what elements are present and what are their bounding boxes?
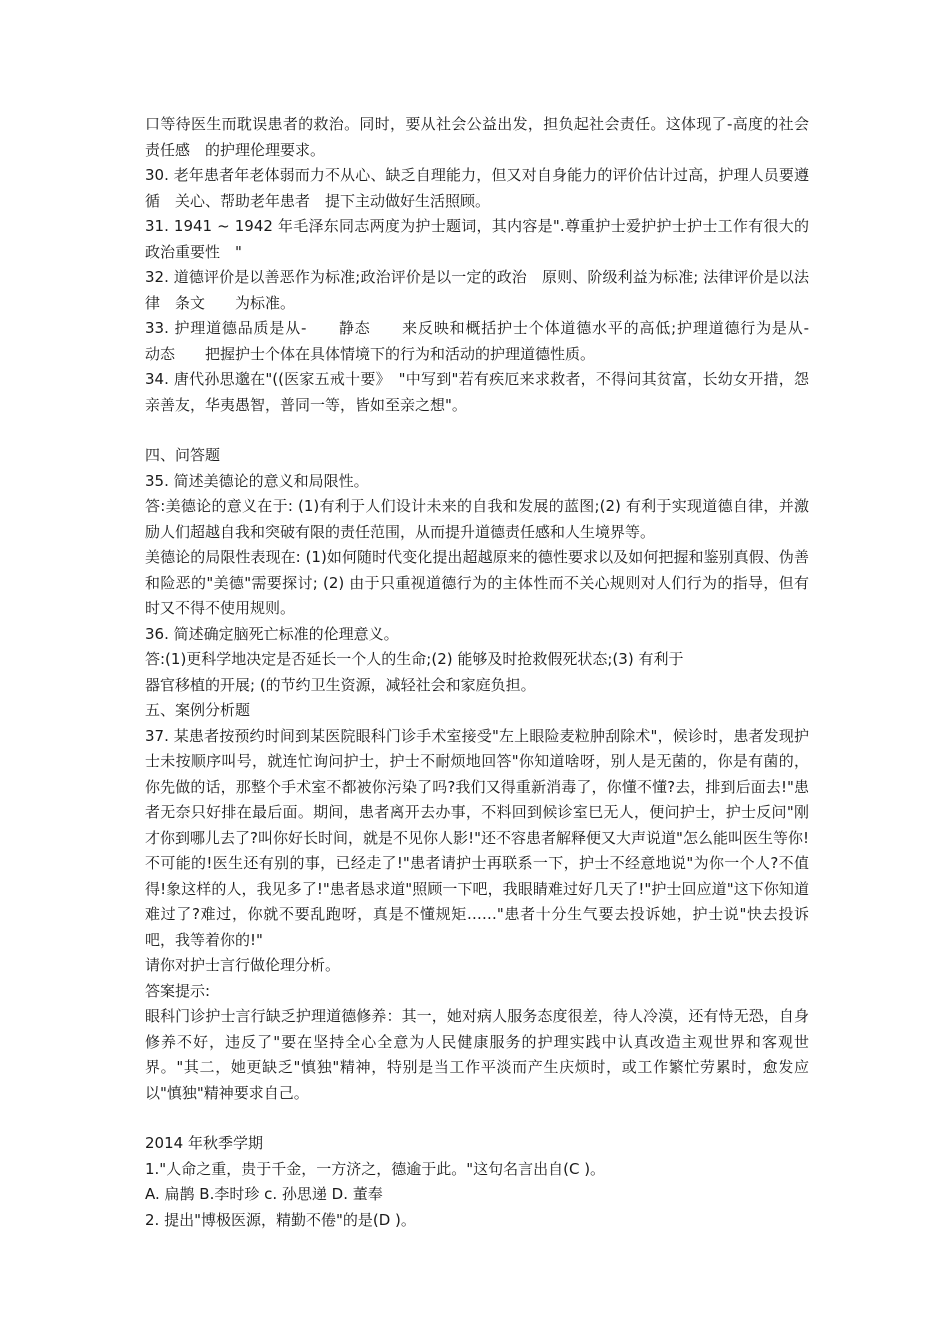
- answer-36-line1: 答:(1)更科学地决定是否延长一个人的生命;(2) 能够及时抢救假死状态;(3) 有利于: [145, 650, 684, 668]
- spacer: [145, 418, 809, 443]
- question-37-prompt: 请你对护士言行做伦理分析。: [145, 956, 341, 974]
- mc-question-1-options: A. 扁鹊 B.李时珍 c. 孙思递 D. 董奉: [145, 1185, 383, 1203]
- section-heading-4: 四、问答题: [145, 446, 221, 464]
- term-heading: 2014 年秋季学期: [145, 1134, 263, 1152]
- paragraph-29-continued: 口等待医生而耽误患者的救治。同时，要从社会公益出发，担负起社会责任。这体现了-高度的社会责任感 的护理伦理要求。: [145, 115, 809, 159]
- spacer: [145, 1106, 809, 1131]
- question-37: 37. 某患者按预约时间到某医院眼科门诊手术室接受"左上眼险麦粒肿刮除术"，候诊时，患者发现护士未按顺序叫号，就连忙询问护士，护士不耐烦地回答"你知道啥呀，别人是无菌的，你是有菌的，你先做的话，那整个手术室不都被你污染了吗?我们又得重新消毒了，你懂不懂?去，排到后面去!"患者无奈只好排在最后面。期间，患者离开去办事，不料回到候诊室巳无人，便问护士，护士反问"刚才你到哪儿去了?叫你好长时间，就是不见你人影!"还不容患者解释便又大声说道"怎么能叫医生等你!不可能的!医生还有别的事，已经走了!"患者请护士再联系一下，护士不经意地说"为你一个人?不值得!象这样的人，我见多了!"患者恳求道"照顾一下吧，我眼睛难过好几天了!"护士回应道"这下你知道难过了?难过，你就不要乱跑呀，真是不懂规矩……"患者十分生气要去投诉她，护士说"快去投诉吧，我等着你的!": [145, 726, 809, 949]
- answer-hint: 眼科门诊护士言行缺乏护理道德修养：其一，她对病人服务态度很差，待人冷漠，还有恃无恐，自身修养不好，违反了"要在坚持全心全意为人民健康服务的护理实践中认真改造主观世界和客观世界。"其二，她更缺乏"慎独"精神，特别是当工作平淡而产生庆烦时，或工作繁忙劳累时，愈发应以"慎独"精神要求自己。: [145, 1007, 809, 1102]
- answer-35-part2: 美德论的局限性表现在: (1)如何随时代变化提出超越原来的德性要求以及如何把握和鉴别真假、伪善和险恶的"美德"需要探讨; (2) 由于只重视道德行为的主体性而不关心规则对人们行为的指导，但有时又不得不使用规则。: [145, 548, 809, 617]
- paragraph-30: 30. 老年患者年老体弱而力不从心、缺乏自理能力，但又对自身能力的评价估计过高，护理人员要遵循 关心、帮助老年患者 提下主动做好生活照顾。: [145, 166, 809, 210]
- document-page: [145, 112, 840, 1233]
- answer-36-line2: 器官移植的开展; (的节约卫生资源，减轻社会和家庭负担。: [145, 675, 536, 694]
- question-35: 35. 简述美德论的意义和局限性。: [145, 471, 369, 490]
- paragraph-32: 32. 道德评价是以善恶作为标准;政治评价是以一定的政治 原则、阶级利益为标准; 法律评价是以法律 条文 为标准。: [145, 268, 809, 312]
- answer-35-part1: 答:美德论的意义在于: (1)有利于人们设计未来的自我和发展的蓝图;(2) 有利于实现道德自律，并激励人们超越自我和突破有限的责任范围，从而提升道德责任感和人生境界等。: [145, 497, 809, 541]
- question-36: 36. 简述确定脑死亡标准的伦理意义。: [145, 624, 399, 643]
- paragraph-31: 31. 1941 ~ 1942 年毛泽东同志两度为护士题词，其内容是".尊重护士爱护护士护士工作有很大的政治重要性 ": [145, 217, 809, 261]
- mc-question-1: 1."人命之重，贵于千金，一方济之，德逾于此。"这句名言出自(C )。: [145, 1159, 606, 1178]
- paragraph-33: 33. 护理道德品质是从- 静态 来反映和概括护士个体道德水平的高低;护理道德行为是从- 动态 把握护士个体在具体情境下的行为和活动的护理道德性质。: [145, 319, 840, 363]
- answer-hint-label: 答案提示:: [145, 981, 211, 1000]
- mc-question-2: 2. 提出"博极医源，精勤不倦"的是(D )。: [145, 1210, 416, 1229]
- section-heading-5: 五、案例分析题: [145, 701, 251, 719]
- paragraph-34: 34. 唐代孙思邈在"((医家五戒十要》 "中写到"若有疾厄来求救者，不得问其贫富，长幼女开措，怨亲善友，华夷愚智，普同一等，皆如至亲之想"。: [145, 370, 809, 414]
